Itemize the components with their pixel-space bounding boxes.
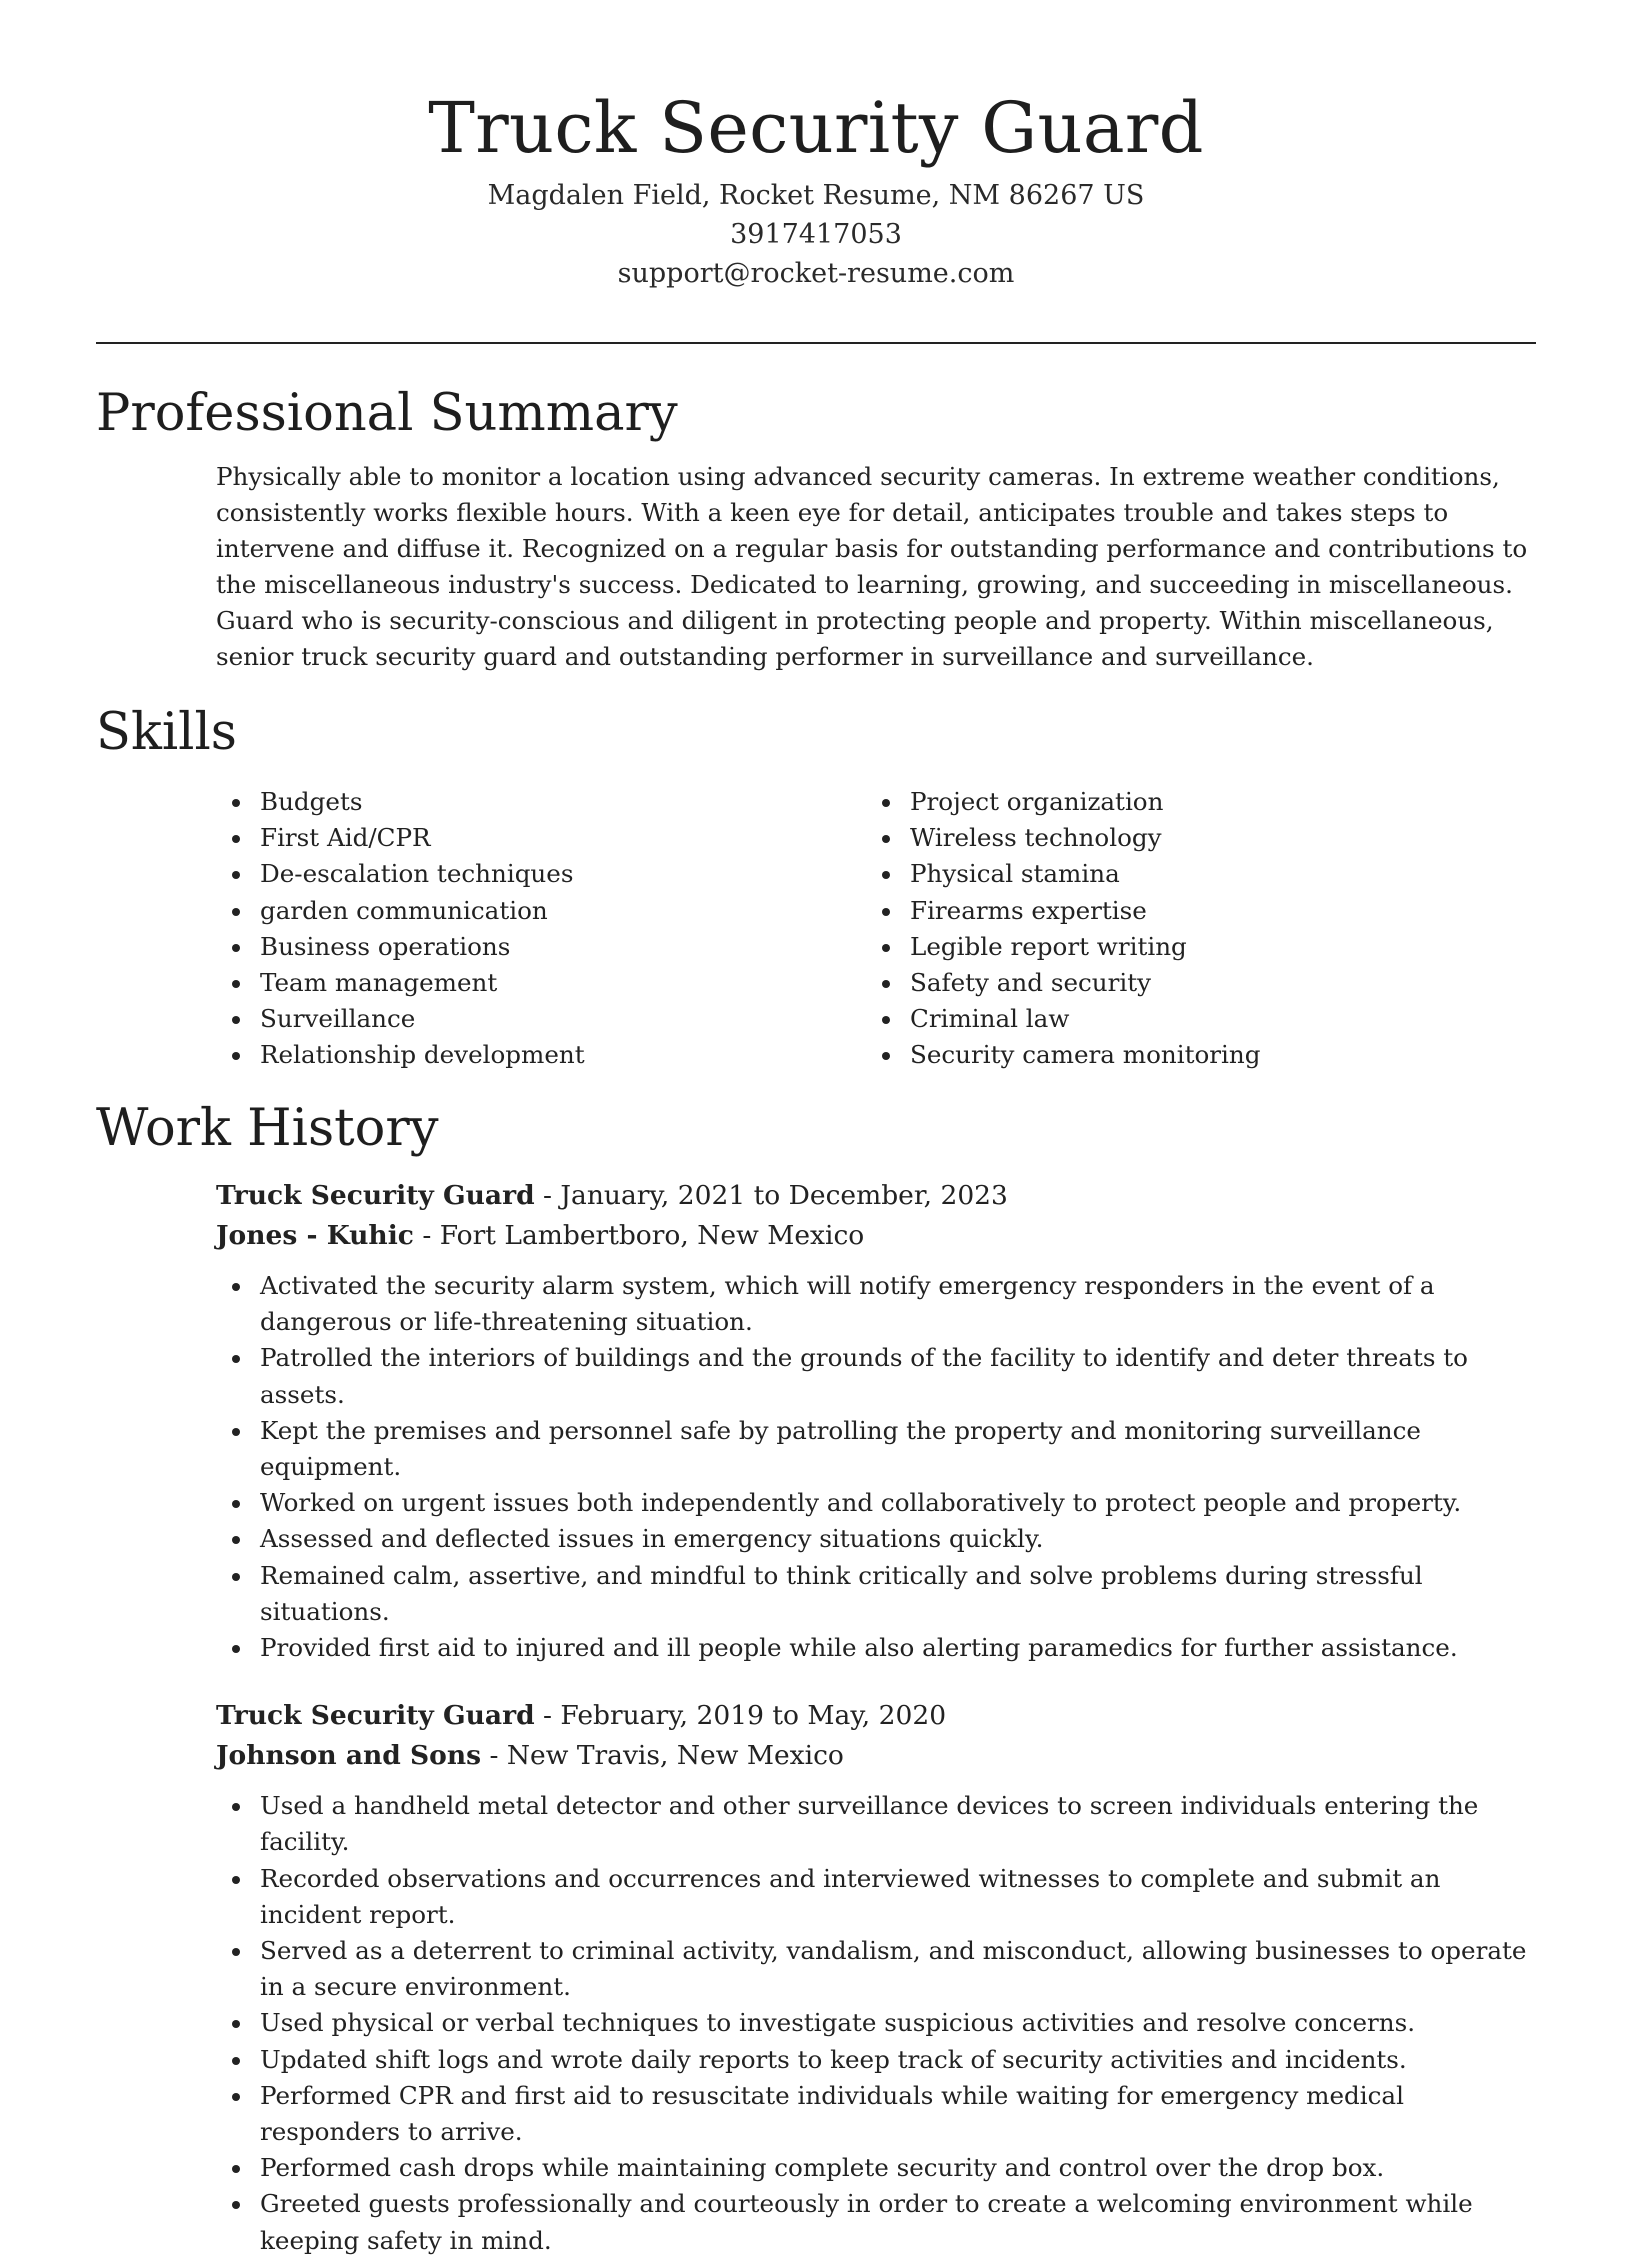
duty-item: Updated shift logs and wrote daily reports to keep track of security activities and incidents. — [216, 2042, 1536, 2078]
job-duties-list — [216, 1268, 1536, 1666]
skills-section — [96, 702, 1536, 1074]
duty-item: Activated the security alarm system, which will notify emergency responders in the event of a dangerous or life-threatening situation. — [216, 1268, 1536, 1340]
duty-item: Assessed and deflected issues in emergency situations quickly. — [216, 1521, 1536, 1557]
job-duties-list — [216, 1788, 1536, 2259]
job-dates: January, 2021 to December, 2023 — [560, 1180, 1008, 1211]
skill-item: Legible report writing — [866, 929, 1516, 965]
work-history-section — [96, 1098, 1536, 2259]
skill-item: Relationship development — [216, 1037, 866, 1073]
duty-item: Performed CPR and first aid to resuscitate individuals while waiting for emergency medical responders to arrive. — [216, 2078, 1536, 2150]
phone-text: 3917417053 — [730, 219, 902, 250]
summary-heading: Professional Summary — [96, 384, 678, 443]
skills-column-right — [866, 784, 1516, 1074]
skills-column-left — [216, 784, 866, 1074]
skill-item: De-escalation techniques — [216, 856, 866, 892]
duty-item: Patrolled the interiors of buildings and the grounds of the facility to identify and deter threats to assets. — [216, 1340, 1536, 1412]
duty-item: Used a handheld metal detector and other surveillance devices to screen individuals entering the facility. — [216, 1788, 1536, 1860]
skill-item: Project organization — [866, 784, 1516, 820]
job-role-line: Truck Security Guard - January, 2021 to December, 2023 — [216, 1180, 1008, 1211]
job-company: Johnson and Sons — [216, 1740, 482, 1772]
duty-item: Used physical or verbal techniques to investigate suspicious activities and resolve concerns. — [216, 2005, 1536, 2041]
duty-item: Greeted guests professionally and courteously in order to create a welcoming environment while keeping safety in mind. — [216, 2186, 1536, 2258]
job-location: New Travis, New Mexico — [506, 1740, 844, 1772]
skills-heading: Skills — [96, 703, 237, 762]
skill-item: Safety and security — [866, 965, 1516, 1001]
job-company-line: Jones - Kuhic - Fort Lambertboro, New Mexico — [216, 1220, 865, 1251]
contact-block — [96, 176, 1536, 293]
skill-item: garden communication — [216, 893, 866, 929]
skill-item: Team management — [216, 965, 866, 1001]
duty-item: Performed cash drops while maintaining complete security and control over the drop box. — [216, 2150, 1536, 2186]
duty-item: Kept the premises and personnel safe by patrolling the property and monitoring surveillance equipment. — [216, 1413, 1536, 1485]
skill-item: First Aid/CPR — [216, 820, 866, 856]
duty-item: Remained calm, assertive, and mindful to think critically and solve problems during stressful situations. — [216, 1558, 1536, 1630]
job-role-line: Truck Security Guard - February, 2019 to May, 2020 — [216, 1700, 947, 1732]
skill-item: Criminal law — [866, 1001, 1516, 1037]
header-divider — [96, 342, 1536, 344]
email-text: support@rocket-resume.com — [617, 258, 1015, 289]
resume-header — [96, 82, 1536, 293]
duty-item: Recorded observations and occurrences and interviewed witnesses to complete and submit an incident report. — [216, 1861, 1536, 1933]
address-text: Magdalen Field, Rocket Resume, NM 86267 US — [487, 180, 1145, 211]
skill-item: Wireless technology — [866, 820, 1516, 856]
job-entry — [216, 1696, 1536, 2259]
skill-item: Budgets — [216, 784, 866, 820]
skill-item: Physical stamina — [866, 856, 1516, 892]
skill-item: Business operations — [216, 929, 866, 965]
job-entry — [216, 1176, 1536, 1666]
job-company: Jones - Kuhic — [216, 1220, 414, 1251]
skill-item: Security camera monitoring — [866, 1037, 1516, 1073]
skill-item: Firearms expertise — [866, 893, 1516, 929]
candidate-title: Truck Security Guard — [428, 87, 1204, 169]
job-role: Truck Security Guard — [216, 1700, 535, 1732]
skills-grid — [216, 784, 1536, 1074]
job-location: Fort Lambertboro, New Mexico — [439, 1220, 865, 1251]
job-company-line: Johnson and Sons - New Travis, New Mexico — [216, 1740, 844, 1772]
duty-item: Served as a deterrent to criminal activity, vandalism, and misconduct, allowing businesses to operate in a secure environment. — [216, 1933, 1536, 2005]
job-dates: February, 2019 to May, 2020 — [560, 1700, 947, 1732]
duty-item: Provided first aid to injured and ill people while also alerting paramedics for further assistance. — [216, 1630, 1536, 1666]
job-role: Truck Security Guard — [216, 1180, 535, 1211]
skill-item: Surveillance — [216, 1001, 866, 1037]
work-history-heading: Work History — [96, 1099, 439, 1158]
summary-section — [96, 383, 1536, 675]
summary-paragraph: Physically able to monitor a location using advanced security cameras. In extreme weather conditions, consistently works flexible hours. With a keen eye for detail, anticipates trouble and takes steps to intervene and diffuse it. Recognized on a regular basis for outstanding performance and contributions to the miscellaneous industry's success. Dedicated to learning, growing, and succeeding in miscellaneous. Guard who is security-conscious and diligent in protecting people and property. Within miscellaneous, senior truck security guard and outstanding performer in surveillance and surveillance. — [216, 462, 1528, 671]
duty-item: Worked on urgent issues both independently and collaboratively to protect people and property. — [216, 1485, 1536, 1521]
